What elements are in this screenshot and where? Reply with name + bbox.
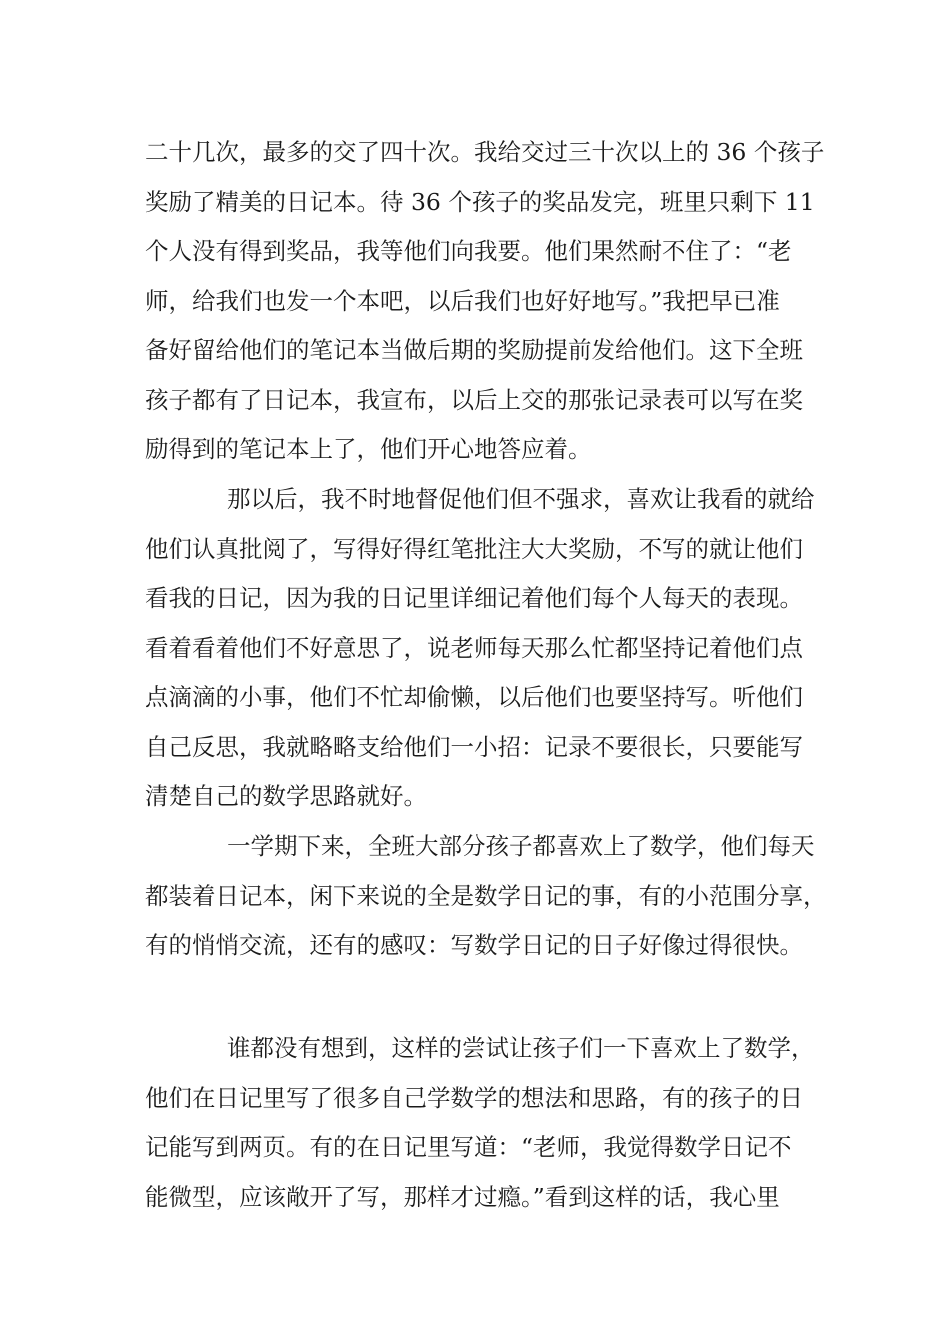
- paragraph-line: 看我的日记，因为我的日记里详细记着他们每个人每天的表现。: [145, 584, 803, 612]
- paragraph-1: [145, 128, 835, 475]
- paragraph-line: 谁都没有想到，这样的尝试让孩子们一下喜欢上了数学，: [227, 1034, 815, 1062]
- paragraph-2: [145, 475, 835, 822]
- paragraph-line: 记能写到两页。有的在日记里写道：“老师，我觉得数学日记不: [145, 1133, 792, 1161]
- paragraph-line: 二十几次，最多的交了四十次。我给交过三十次以上的 36 个孩子: [145, 138, 825, 166]
- paragraph-line: 他们认真批阅了，写得好得红笔批注大大奖励，不写的就让他们: [145, 534, 803, 563]
- paragraph-line: 有的悄悄交流，还有的感叹：写数学日记的日子好像过得很快。: [145, 931, 803, 959]
- paragraph-line: 孩子都有了日记本，我宣布，以后上交的那张记录表可以写在奖: [145, 385, 803, 414]
- paragraph-line: 那以后，我不时地督促他们但不强求，喜欢让我看的就给: [227, 485, 815, 513]
- paragraph-line: 个人没有得到奖品，我等他们向我要。他们果然耐不住了：“老: [145, 237, 792, 265]
- paragraph-line: 奖励了精美的日记本。待 36 个孩子的奖品发完，班里只剩下 11: [145, 187, 815, 216]
- paragraph-line: 看着看着他们不好意思了，说老师每天那么忙都坚持记着他们点: [145, 633, 803, 662]
- paragraph-line: 清楚自己的数学思路就好。: [145, 782, 427, 810]
- paragraph-line: 一学期下来，全班大部分孩子都喜欢上了数学，他们每天: [227, 832, 815, 860]
- paragraph-line: 自己反思，我就略略支给他们一小招：记录不要很长，只要能写: [145, 732, 803, 761]
- paragraph-line: 师，给我们也发一个本吧，以后我们也好好地写。”我把早已准: [145, 286, 780, 315]
- paragraph-4: [145, 1024, 835, 1222]
- paragraph-line: 他们在日记里写了很多自己学数学的想法和思路，有的孩子的日: [145, 1083, 803, 1112]
- paragraph-line: 点滴滴的小事，他们不忙却偷懒，以后他们也要坚持写。听他们: [145, 683, 803, 711]
- paragraph-line: 备好留给他们的笔记本当做后期的奖励提前发给他们。这下全班: [145, 336, 803, 364]
- paragraph-line: 能微型，应该敞开了写，那样才过瘾。”看到这样的话，我心里: [145, 1182, 780, 1211]
- paragraph-line: 励得到的笔记本上了，他们开心地答应着。: [145, 435, 592, 463]
- paragraph-3: [145, 822, 835, 971]
- paragraph-line: 都装着日记本，闲下来说的全是数学日记的事，有的小范围分享，: [145, 881, 827, 910]
